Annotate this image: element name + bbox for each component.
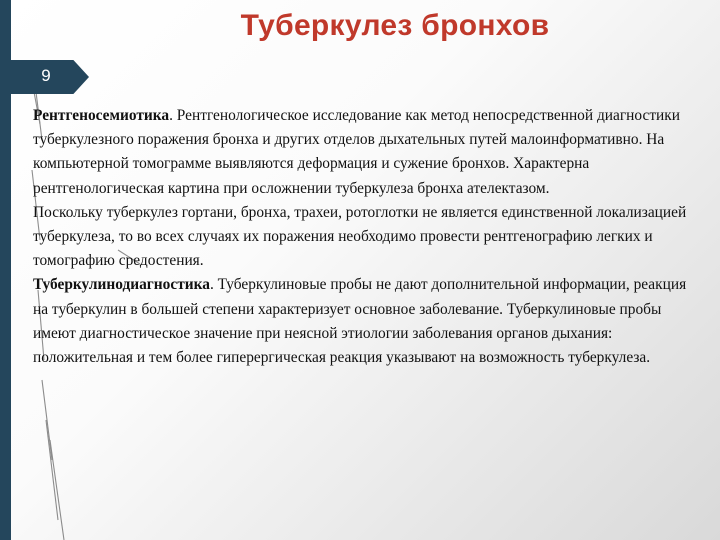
paragraph-localization bbox=[33, 201, 703, 274]
slide-body bbox=[33, 104, 703, 370]
paragraph-text: Поскольку туберкулез гортани, бронха, трахеи, ротоглотки не является единственной локализацией туберкулеза, то во всех случаях их поражения необходимо провести рентгенографию легких и томографию средостения. bbox=[33, 203, 687, 270]
paragraph-radiology bbox=[33, 104, 703, 201]
slide-title: Туберкулез бронхов bbox=[240, 9, 550, 42]
paragraph-tuberculin bbox=[33, 273, 703, 370]
paragraph-lead: Рентгеносемиотика bbox=[33, 107, 170, 124]
paragraph-lead: Туберкулинодиагностика bbox=[33, 276, 210, 294]
left-accent-bar bbox=[0, 0, 11, 540]
paragraph-text: . Рентгенологическое исследование как метод непосредственной диагностики туберкулезного поражения бронха и других отделов дыхательных путей малоинформативно. На компьютерной томограмме выявляются деформация и сужение бронхов. Характерна рентгенологическая картина при осложнении туберкулеза бронха ателектазом. bbox=[33, 107, 680, 197]
paragraph-text: . Туберкулиновые пробы не дают дополнительной информации, реакция на туберкулин в большей степени характеризует основное заболевание. Туберкулиновые пробы имеют диагностическое значение при неясной этиологии заболевания органов дыхания: положительная и тем более гиперергическая реакция указывают на возможность туберкулеза. bbox=[33, 276, 687, 367]
page-number: 9 bbox=[41, 66, 51, 85]
